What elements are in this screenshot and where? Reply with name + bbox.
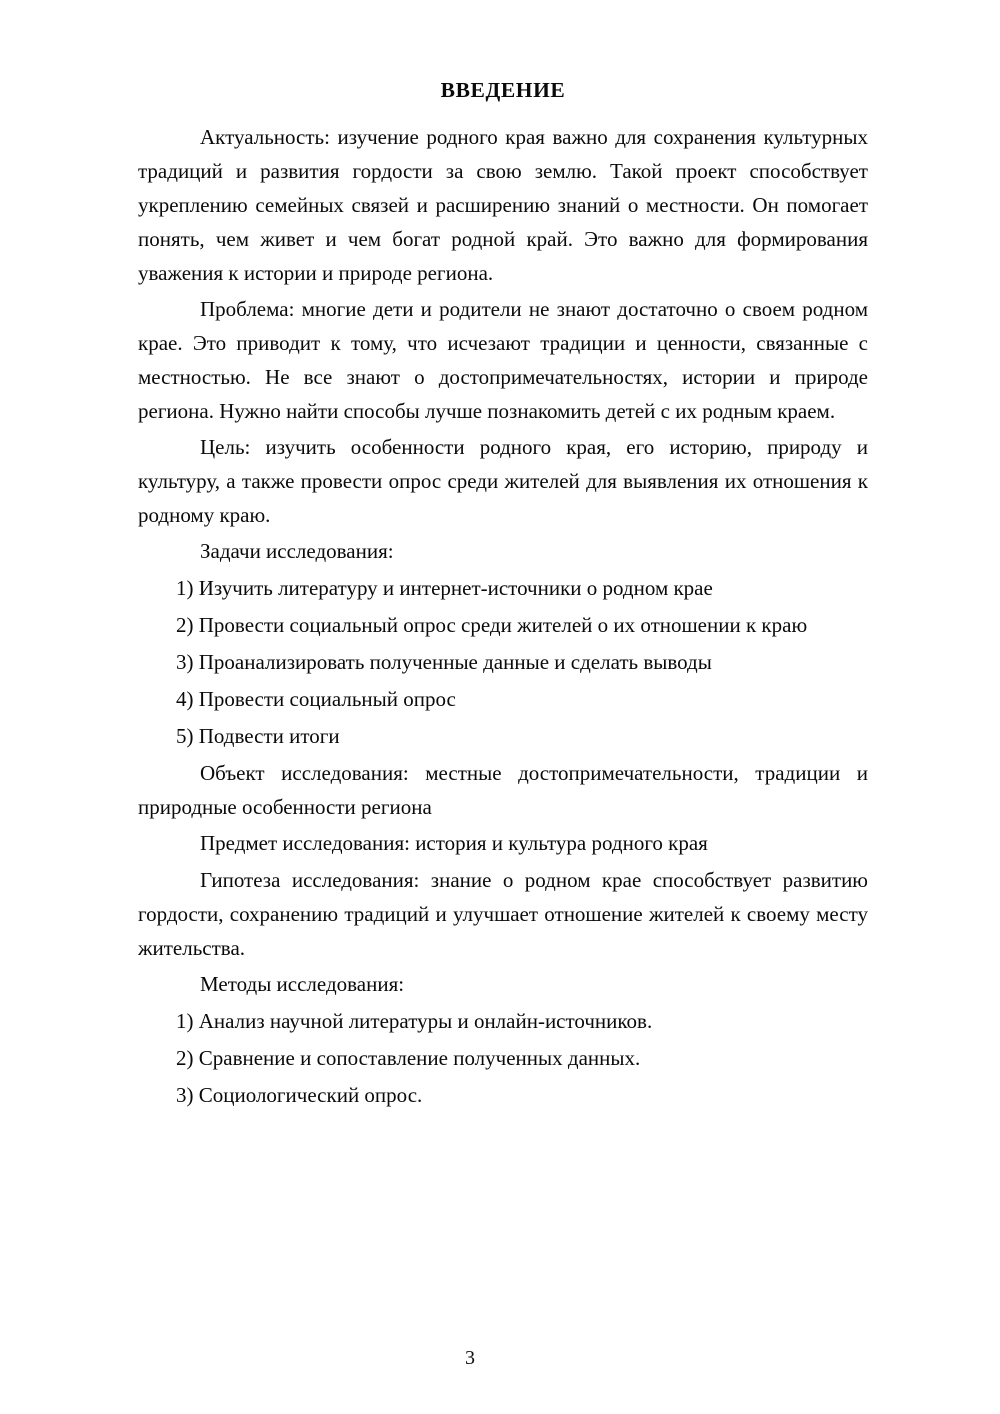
paragraph-problem: Проблема: многие дети и родители не знают достаточно о своем родном крае. Это приводит к тому, что исчезают традиции и ценности, связанные с местностью. Не все знают о достопримечательностях, истории и природе региона. Нужно найти способы лучше познакомить детей с их родным краем. xyxy=(138,297,868,424)
tasks-heading: Задачи исследования: xyxy=(200,539,394,564)
list-item: 1) Анализ научной литературы и онлайн-источников. xyxy=(176,1009,653,1034)
page-number: 3 xyxy=(465,1347,475,1369)
paragraph-subject: Предмет исследования: история и культура родного края xyxy=(200,831,708,856)
list-item: 5) Подвести итоги xyxy=(176,724,340,749)
list-item: 1) Изучить литературу и интернет-источники о родном крае xyxy=(176,576,713,601)
page-title: ВВЕДЕНИЕ xyxy=(440,78,566,102)
methods-heading: Методы исследования: xyxy=(200,972,405,997)
paragraph-goal: Цель: изучить особенности родного края, его историю, природу и культуру, а также провести опрос среди жителей для выявления их отношения к родному краю. xyxy=(138,435,868,528)
list-item: 2) Сравнение и сопоставление полученных данных. xyxy=(176,1046,641,1071)
paragraph-hypothesis: Гипотеза исследования: знание о родном крае способствует развитию гордости, сохранению традиций и улучшает отношение жителей к своему месту жительства. xyxy=(138,868,868,961)
list-item: 3) Социологический опрос. xyxy=(176,1083,423,1108)
paragraph-relevance: Актуальность: изучение родного края важно для сохранения культурных традиций и развития гордости за свою землю. Такой проект способствует укреплению семейных связей и расширению знаний о местности. Он помогает понять, чем живет и чем богат родной край. Это важно для формирования уважения к истории и природе региона. xyxy=(138,125,868,286)
list-item: 3) Проанализировать полученные данные и сделать выводы xyxy=(176,650,712,675)
paragraph-object: Объект исследования: местные достопримечательности, традиции и природные особенности региона xyxy=(138,761,868,820)
list-item: 4) Провести социальный опрос xyxy=(176,687,456,712)
list-item: 2) Провести социальный опрос среди жителей о их отношении к краю xyxy=(176,613,808,638)
